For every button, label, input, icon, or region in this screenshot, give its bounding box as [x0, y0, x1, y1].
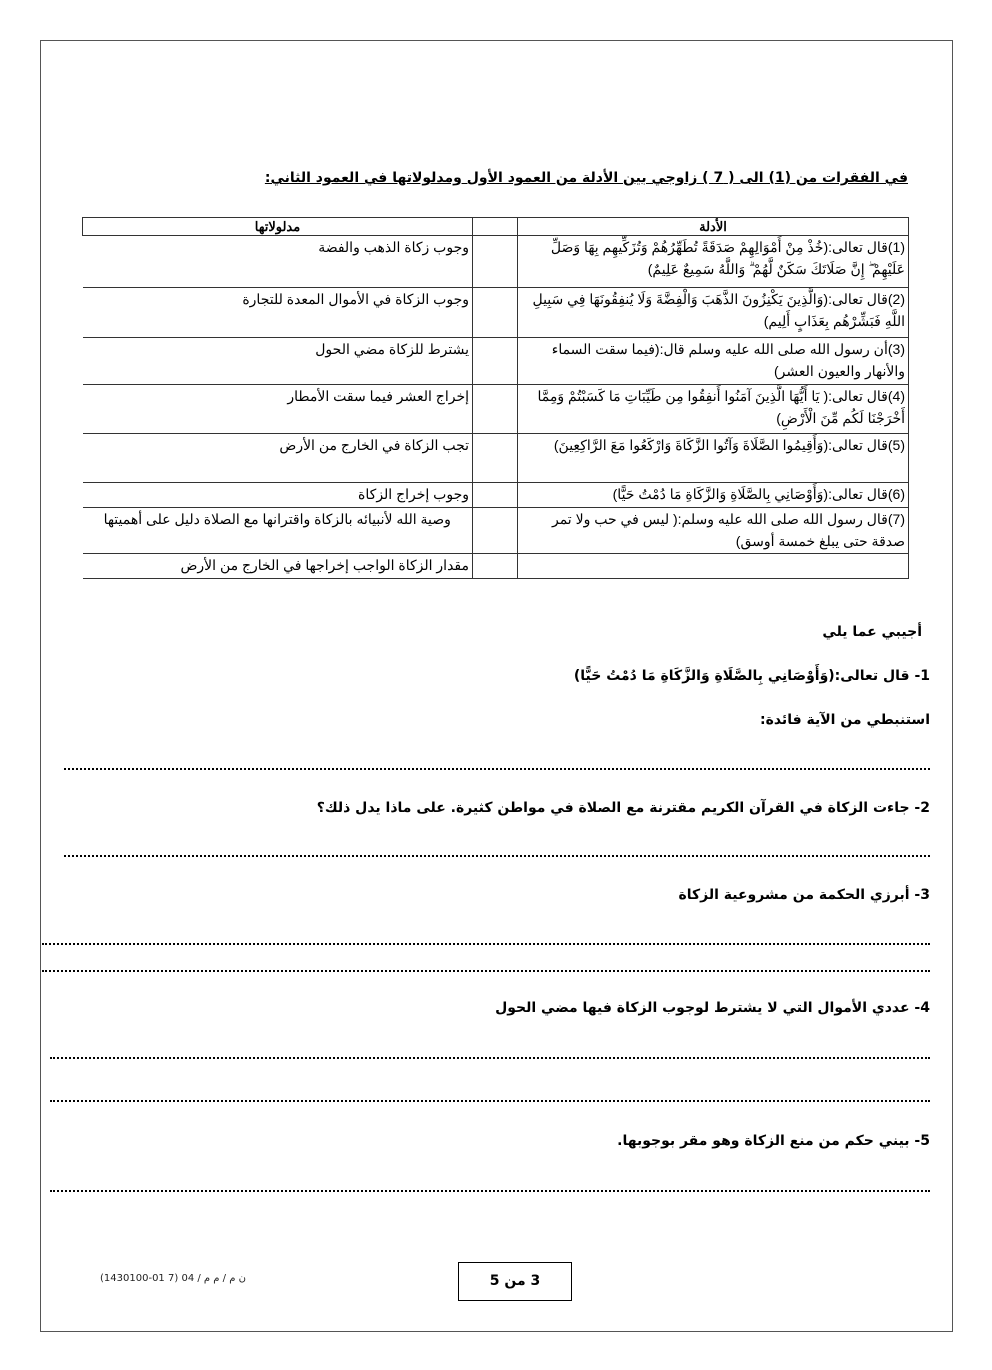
- meaning-cell: مقدار الزكاة الواجب إخراجها في الخارج من الأرض: [83, 554, 473, 579]
- gap-cell: [473, 483, 518, 508]
- meaning-cell: إخراج العشر فيما سقت الأمطار: [83, 385, 473, 434]
- meaning-cell: وصية الله لأنبيائه بالزكاة واقترانها مع الصلاة دليل على أهميتها: [83, 508, 473, 554]
- document-code: ن م / م م / 04 (7 01-1430100): [100, 1273, 246, 1284]
- gap-cell: [473, 338, 518, 385]
- table-row: [83, 338, 909, 385]
- gap-cell: [473, 288, 518, 338]
- answer-line[interactable]: [64, 855, 930, 857]
- header-evidence: الأدلة: [518, 218, 909, 236]
- page-number: 3 من 5: [458, 1262, 572, 1301]
- table-row: [83, 236, 909, 288]
- question-4: 4- عددي الأموال التي لا يشترط لوجوب الزكاة فيها مضي الحول: [495, 1000, 930, 1016]
- question-1-sub: استنبطي من الآية فائدة:: [759, 712, 930, 728]
- header-gap: [473, 218, 518, 236]
- question-5: 5- بيني حكم من منع الزكاة وهو مقر بوجوبها.: [617, 1133, 930, 1149]
- table-row: [83, 483, 909, 508]
- meaning-cell: تجب الزكاة في الخارج من الأرض: [83, 434, 473, 483]
- evidence-cell: (6)قال تعالى:(وَأَوْصَانِي بِالصَّلَاةِ وَالزَّكَاةِ مَا دُمْتُ حَيًّا): [518, 483, 909, 508]
- instruction: في الفقرات من (1) الى ( 7 ) زاوجي بين الأدلة من العمود الأول ومدلولاتها في العمود الثاني:: [264, 170, 908, 186]
- answer-line[interactable]: [50, 1190, 930, 1192]
- evidence-cell: (4)قال تعالى:( يَا أَيُّهَا الَّذِينَ آمَنُوا أَنفِقُوا مِن طَيِّبَاتِ مَا كَسَبْتُمْ وَمِمَّا أَخْرَجْنَا لَكُم مِّنَ الْأَرْضِ): [518, 385, 909, 434]
- question-3: 3- أبرزي الحكمة من مشروعية الزكاة: [678, 887, 930, 903]
- gap-cell: [473, 554, 518, 579]
- table-row: [83, 508, 909, 554]
- answer-line[interactable]: [42, 943, 930, 945]
- evidence-cell: (1)قال تعالى:(خُذْ مِنْ أَمْوَالِهِمْ صَدَقَةً تُطَهِّرُهُمْ وَتُزَكِّيهِم بِهَا وَصَلِّ عَلَيْهِمْ ۖ إِنَّ صَلَاتَكَ سَكَنٌ لَّهُمْ ۗ وَاللَّهُ سَمِيعٌ عَلِيمٌ): [518, 236, 909, 288]
- evidence-cell: (5)قال تعالى:(وَأَقِيمُوا الصَّلَاةَ وَآتُوا الزَّكَاةَ وَارْكَعُوا مَعَ الرَّاكِعِينَ): [518, 434, 909, 483]
- meaning-cell: يشترط للزكاة مضي الحول: [83, 338, 473, 385]
- gap-cell: [473, 508, 518, 554]
- table-row: [83, 434, 909, 483]
- meaning-cell: وجوب زكاة الذهب والفضة: [83, 236, 473, 288]
- question-2: 2- جاءت الزكاة في القرآن الكريم مقترنة مع الصلاة في مواطن كثيرة. على ماذا يدل ذلك؟: [316, 800, 930, 816]
- header-meanings: مدلولاتها: [83, 218, 473, 236]
- gap-cell: [473, 434, 518, 483]
- gap-cell: [473, 236, 518, 288]
- answer-line[interactable]: [64, 768, 930, 770]
- table-row: [83, 385, 909, 434]
- evidence-cell: (7)قال رسول الله صلى الله عليه وسلم:( ليس في حب ولا تمر صدقة حتى يبلغ خمسة أوسق): [518, 508, 909, 554]
- answer-line[interactable]: [42, 970, 930, 972]
- evidence-cell: [518, 554, 909, 579]
- evidence-cell: (3)أن رسول الله صلى الله عليه وسلم قال:(فيما سقت السماء والأنهار والعيون العشر): [518, 338, 909, 385]
- evidence-cell: (2)قال تعالى:(وَالَّذِينَ يَكْنِزُونَ الذَّهَبَ وَالْفِضَّةَ وَلَا يُنفِقُونَهَا فِي سَبِيلِ اللَّهِ فَبَشِّرْهُم بِعَذَابٍ أَلِيم): [518, 288, 909, 338]
- gap-cell: [473, 385, 518, 434]
- meaning-cell: وجوب إخراج الزكاة: [83, 483, 473, 508]
- meaning-cell: وجوب الزكاة في الأموال المعدة للتجارة: [83, 288, 473, 338]
- answer-line[interactable]: [50, 1057, 930, 1059]
- answer-heading: أجيبي عما يلي: [822, 624, 922, 640]
- matching-table: [82, 217, 909, 579]
- table-header-row: [83, 218, 909, 236]
- table-row: [83, 288, 909, 338]
- answer-line[interactable]: [50, 1100, 930, 1102]
- table-row: [83, 554, 909, 579]
- question-1: 1- قال تعالى:(وَأَوْصَانِي بِالصَّلَاةِ وَالزَّكَاةِ مَا دُمْتُ حَيًّا): [573, 668, 930, 684]
